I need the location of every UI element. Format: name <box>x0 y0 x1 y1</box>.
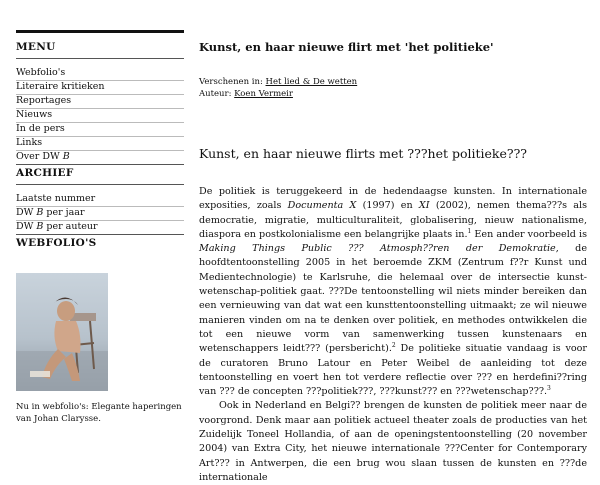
p1-c: (2002), nemen thema???s als democratie, migratie, multiculturaliteit, globalisering, nieuw nationalisme, diaspora en postkolonialisme een belangrijke plaats in. <box>199 200 587 240</box>
author-label: Auteur: <box>199 89 235 99</box>
published-line <box>199 76 587 88</box>
nav-item-reportages[interactable]: Reportages <box>16 95 184 109</box>
p1-a: De politiek is teruggekeerd in de hedendaagse kunsten. In internationale exposities, zoals <box>199 186 587 212</box>
article-title: Kunst, en haar nieuwe flirts met ???het politieke??? <box>199 146 527 161</box>
p1-e: , de hoofdtentoonstelling 2005 in het beroemde ZKM (Zentrum f??r Kunst und Medientechnologie) te Karlsruhe, die helemaal over de intersectie kunst-wetenschap-politiek gaat. ???De tentoonstelling wil niets minder bereiken dan een vernieuwing van dat wat een kunsttentoonstelling uitmaakt; ze wil nieuwe manieren vinden om na te denken over politiek, en methodes ontwikkelen die tot een nieuwe vorm van samenwerking tussen kunstenaars en wetenschappers leidt??? (persbericht). <box>199 243 587 355</box>
sidebar <box>16 30 184 425</box>
p1-f: De politieke situatie vandaag is voor de curatoren Bruno Latour en Peter Weibel de aanleiding tot deze tentoonstelling en voert hen tot verdere reflectie over ??? en herdefini??ring van ??? de concepten ???politiek???, ???kunst??? en ???wetenschap???. <box>199 343 587 398</box>
nav-item-laatste-nummer[interactable]: Laatste nummer <box>16 193 184 207</box>
nav-item-over-dwb-pre: Over DW <box>16 151 63 162</box>
nav-item-webfolios[interactable]: Webfolio's <box>16 67 184 81</box>
p1-i1: Documenta X <box>287 200 357 212</box>
nav-item-nieuws[interactable]: Nieuws <box>16 109 184 123</box>
author-line <box>199 88 587 100</box>
p1-i3: Making Things Public ??? Atmosph??ren der Demokratie <box>199 243 556 255</box>
nav-item-dwb-per-auteur[interactable] <box>16 221 184 235</box>
nav-item-dwb-per-auteur-b: B <box>36 221 44 232</box>
article-meta <box>199 76 587 100</box>
nav-item-in-de-pers[interactable]: In de pers <box>16 123 184 137</box>
nav-item-dwb-per-jaar[interactable] <box>16 207 184 221</box>
archief-heading: ARCHIEF <box>16 167 184 185</box>
webfolio-thumbnail[interactable] <box>16 273 108 391</box>
archief-list <box>16 193 184 235</box>
nav-item-dwb-per-jaar-post: per jaar <box>43 207 85 218</box>
article-paragraph-2 <box>199 399 587 485</box>
nav-item-links[interactable]: Links <box>16 137 184 151</box>
p1-b: (1997) en <box>356 200 419 212</box>
p1-d: Een ander voorbeeld is <box>471 228 587 240</box>
nav-item-dwb-per-jaar-b: B <box>36 207 44 218</box>
nav-item-dwb-per-auteur-pre: DW <box>16 221 37 232</box>
menu-list <box>16 67 184 165</box>
footnote-ref-3[interactable]: 3 <box>547 384 551 392</box>
p2-text: Ook in Nederland en Belgi?? brengen de kunsten de politiek meer naar de voorgrond. Denk maar aan politiek actueel theater zoals de producties van het Zuidelijk Toneel Hollandia, of aan de openingstentoonstelling (20 november 2004) van Extra City, het nieuwe internationale ???Center for Contemporary Art??? in Antwerpen, die een brug wou slaan tussen de kunsten en ???de internationale <box>199 400 587 483</box>
footnote-ref-2[interactable]: 2 <box>391 342 396 350</box>
nav-item-dwb-per-auteur-post: per auteur <box>43 221 98 232</box>
published-link[interactable]: Het lied & De wetten <box>265 77 358 87</box>
webfolio-caption: Nu in webfolio's: Elegante haperingen van Johan Clarysse. <box>16 402 182 424</box>
nav-item-dwb-per-jaar-pre: DW <box>16 207 37 218</box>
author-link[interactable]: Koen Vermeir <box>234 89 293 99</box>
top-rule <box>16 30 184 33</box>
published-label: Verschenen in: <box>199 77 266 87</box>
nav-item-over-dwb[interactable] <box>16 151 184 165</box>
article-paragraph-1 <box>199 185 587 399</box>
main-content <box>199 30 587 485</box>
page-title: Kunst, en haar nieuwe flirt met 'het politieke' <box>199 40 494 54</box>
menu-heading: MENU <box>16 41 184 59</box>
footnote-ref-1[interactable]: 1 <box>467 227 472 235</box>
nav-item-literaire-kritieken[interactable]: Literaire kritieken <box>16 81 184 95</box>
nav-item-over-dwb-b: B <box>62 151 70 162</box>
p1-i2: XI <box>418 200 430 212</box>
webfolios-heading: WEBFOLIO'S <box>16 237 97 249</box>
